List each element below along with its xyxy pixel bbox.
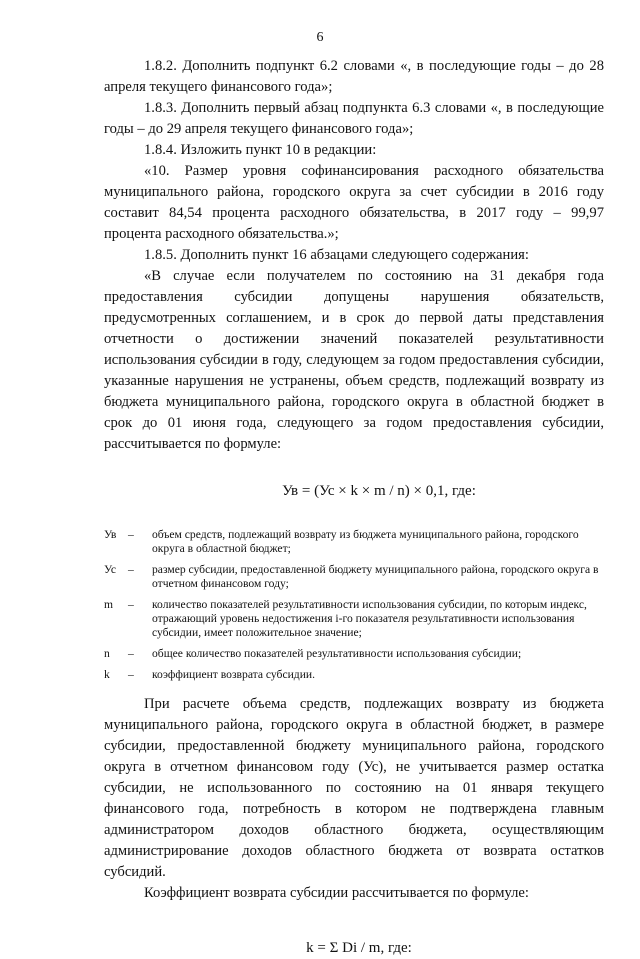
- legend-description: общее количество показателей результативности использования субсидии;: [152, 647, 522, 660]
- legend-symbol: n: [104, 647, 110, 660]
- formula-return-coefficient: k = Σ Di / m, где:: [306, 940, 412, 956]
- formula-return-volume: Ув = (Ус × k × m / n) × 0,1, где:: [282, 483, 476, 499]
- formula-legend: [104, 528, 604, 682]
- legend-row: [104, 563, 604, 591]
- paragraph-1-8-5: 1.8.5. Дополнить пункт 16 абзацами следующего содержания:: [144, 247, 529, 263]
- paragraph-1-8-3: 1.8.3. Дополнить первый абзац подпункта 6.3 словами «, в последующие годы – до 29 апреля текущего финансового года»;: [104, 100, 604, 137]
- legend-dash: –: [128, 668, 134, 681]
- legend-row: [104, 598, 604, 640]
- paragraph-point-10: «10. Размер уровня софинансирования расходного обязательства муниципального района, городского округа за счет субсидии в 2016 году составит 84,54 процента расходного обязательства, в 2017 году – 99,97 процента расходного обязательства.»;: [104, 163, 604, 242]
- paragraph-1-8-4: 1.8.4. Изложить пункт 10 в редакции:: [144, 142, 377, 158]
- paragraph-calculation-note: При расчете объема средств, подлежащих возврату из бюджета муниципального района, городского округа в областной бюджет, в размере субсидии, предоставленной бюджету муниципального района, городского округа в отчетном финансовом году (Ус), не учитывается размер остатка субсидии, не использованного по состоянию на 01 января текущего финансового года, потребность в котором не подтверждена главным администратором доходов областного бюджета, осуществляющим администрирование доходов областного бюджета от возврата остатков субсидий.: [104, 696, 604, 880]
- legend-description: объем средств, подлежащий возврату из бюджета муниципального района, городского округа в областной бюджет;: [152, 528, 579, 555]
- legend-symbol: m: [104, 598, 114, 611]
- legend-symbol: Ус: [104, 563, 116, 576]
- legend-dash: –: [128, 647, 134, 660]
- paragraph-1-8-2: 1.8.2. Дополнить подпункт 6.2 словами «, в последующие годы – до 28 апреля текущего финансового года»;: [104, 58, 604, 95]
- legend-symbol: Ув: [104, 528, 117, 541]
- legend-dash: –: [128, 528, 134, 541]
- legend-dash: –: [128, 563, 134, 576]
- legend-description: коэффициент возврата субсидии.: [152, 668, 316, 681]
- legend-symbol: k: [104, 668, 110, 681]
- legend-description: количество показателей результативности использования субсидии, по которым индекс, отражающий уровень недостижения i-го показателя результативности использования субсидии, имеет положительное значение;: [152, 598, 587, 639]
- paragraph-coefficient-intro: Коэффициент возврата субсидии рассчитывается по формуле:: [144, 885, 529, 901]
- document-body: [104, 56, 604, 959]
- legend-row: [104, 647, 604, 661]
- page-number: 6: [316, 30, 324, 45]
- legend-row: [104, 668, 604, 682]
- paragraph-violation-case: «В случае если получателем по состоянию на 31 декабря года предоставления субсидии допущены нарушения обязательств, предусмотренных соглашением, и в срок до первой даты представления отчетности о достижении значений показателей результативности использования субсидии в году, следующем за годом предоставления субсидии, указанные нарушения не устранены, объем средств, подлежащий возврату из бюджета муниципального района, городского округа в областной бюджет в срок до 01 июня года, следующего за годом предоставления субсидии, рассчитывается по формуле:: [104, 268, 604, 452]
- legend-row: [104, 528, 604, 556]
- legend-dash: –: [128, 598, 134, 611]
- legend-description: размер субсидии, предоставленной бюджету муниципального района, городского округа в отчетном финансовом году;: [152, 563, 599, 590]
